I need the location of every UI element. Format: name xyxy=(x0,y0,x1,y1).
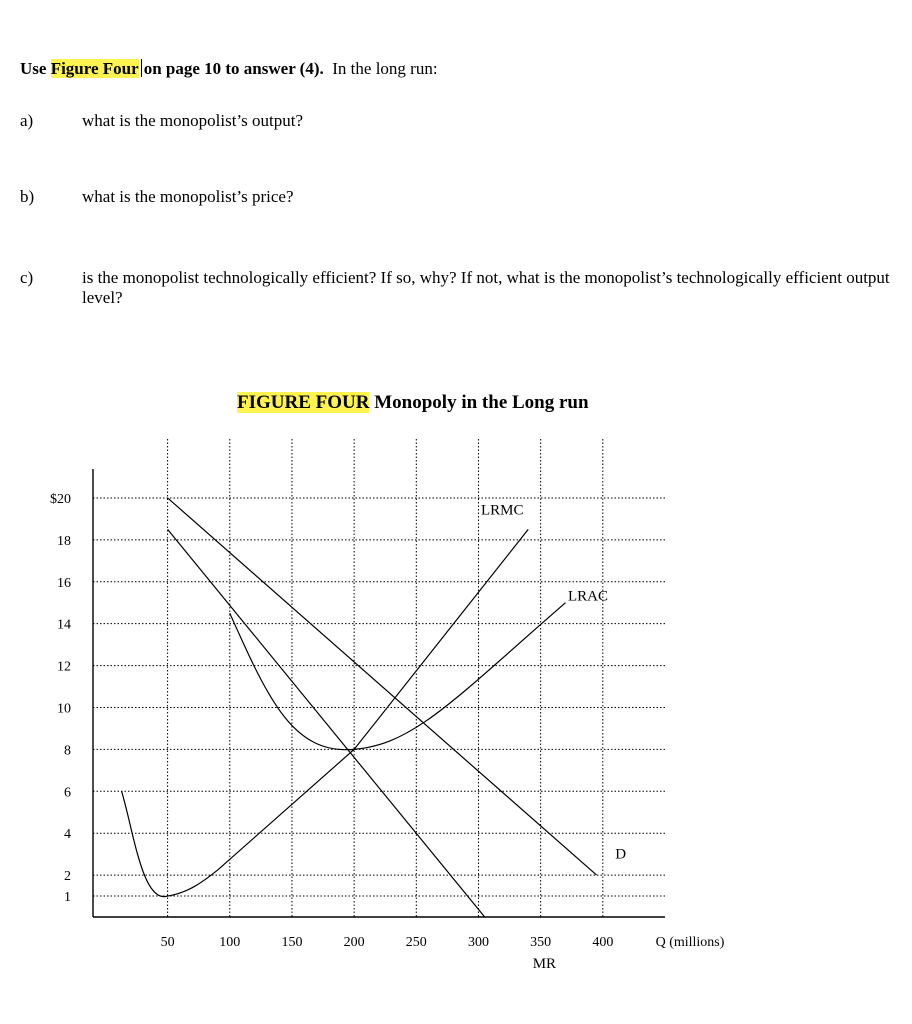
figure-title-rest: Monopoly in the Long run xyxy=(374,392,589,413)
x-axis-label: Q (millions) xyxy=(655,935,725,950)
y-tick-label: 6 xyxy=(64,785,71,801)
y-tick-label: 4 xyxy=(64,827,71,843)
y-tick-label: 2 xyxy=(64,869,71,885)
x-tick-label: 100 xyxy=(219,935,241,950)
label-mr: MR xyxy=(532,956,557,972)
x-tick-label: 200 xyxy=(343,935,365,950)
series-lrac-line xyxy=(230,603,566,750)
x-tick-label: 50 xyxy=(160,935,175,950)
instruction-prefix: Use xyxy=(20,59,51,78)
y-tick-label: $20 xyxy=(50,491,71,507)
label-d: D xyxy=(615,846,627,863)
figure-reference-highlight: Figure Four xyxy=(50,59,139,78)
x-tick-label: 400 xyxy=(592,935,614,950)
x-tick-label: 350 xyxy=(530,935,552,950)
y-tick-label: 18 xyxy=(57,533,71,549)
text-cursor xyxy=(141,59,142,77)
monopoly-chart xyxy=(0,430,912,990)
question-c-text: is the monopolist technologically efficient? If so, why? If not, what is the monopolist’s technologically efficient output level? xyxy=(82,268,890,307)
question-a-letter: a) xyxy=(20,111,34,130)
y-tick-label: 12 xyxy=(57,659,71,675)
y-tick-label: 14 xyxy=(57,617,71,633)
series-mr-line xyxy=(168,529,485,917)
instruction-line xyxy=(20,59,438,79)
question-b-text: what is the monopolist’s price? xyxy=(82,187,294,206)
y-tick-label: 8 xyxy=(64,743,71,759)
figure-title-highlight: FIGURE FOUR xyxy=(237,392,370,413)
x-tick-label: 250 xyxy=(405,935,427,950)
figure-title xyxy=(237,392,589,414)
question-b-letter: b) xyxy=(20,187,35,206)
x-tick-label: 300 xyxy=(467,935,489,950)
y-tick-label: 16 xyxy=(57,575,71,591)
y-tick-label: 10 xyxy=(57,701,71,717)
x-tick-label: 150 xyxy=(281,935,303,950)
series-d-line xyxy=(168,498,597,875)
series-lrmc-line xyxy=(122,529,529,896)
question-c-letter: c) xyxy=(20,268,34,287)
instruction-bold: on page 10 to answer (4). xyxy=(143,59,324,78)
label-lrac: LRAC xyxy=(568,588,609,605)
question-a-text: what is the monopolist’s output? xyxy=(82,111,303,130)
label-lrmc: LRMC xyxy=(480,502,524,519)
y-tick-label: 1 xyxy=(64,890,71,906)
instruction-tail: In the long run: xyxy=(332,59,438,78)
